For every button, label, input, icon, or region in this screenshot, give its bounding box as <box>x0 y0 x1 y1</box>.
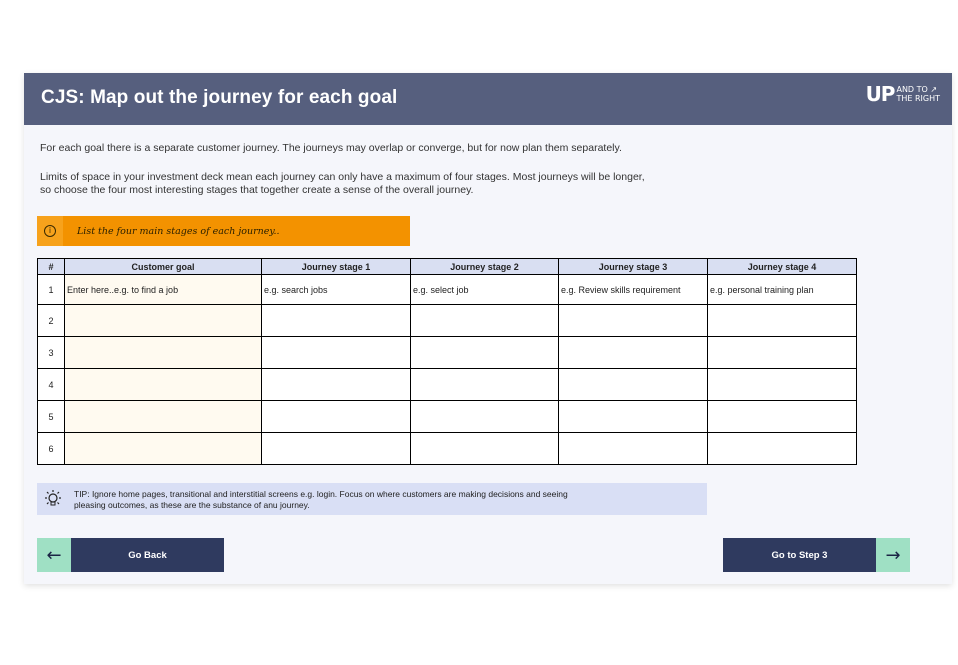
table-header-row <box>38 259 857 275</box>
col-header-stage-4: Journey stage 4 <box>708 259 857 275</box>
arrow-left-icon[interactable]: ← <box>37 538 71 572</box>
instruction-text: List the four main stages of each journey.. <box>77 226 280 237</box>
header-bar <box>24 73 952 125</box>
row-number: 4 <box>38 369 65 401</box>
stage-1-cell[interactable] <box>262 305 411 337</box>
stage-2-cell[interactable]: e.g. select job <box>411 275 559 305</box>
go-to-step-3-button[interactable] <box>723 538 910 572</box>
row-number: 5 <box>38 401 65 433</box>
col-header-stage-3: Journey stage 3 <box>559 259 708 275</box>
row-number: 1 <box>38 275 65 305</box>
stage-2-cell[interactable] <box>411 369 559 401</box>
stage-3-cell[interactable] <box>559 337 708 369</box>
instruction-banner <box>37 216 410 246</box>
goal-cell[interactable] <box>65 433 262 465</box>
stage-2-cell[interactable] <box>411 401 559 433</box>
stage-4-cell[interactable] <box>708 369 857 401</box>
col-header-stage-2: Journey stage 2 <box>411 259 559 275</box>
go-to-step-3-label[interactable]: Go to Step 3 <box>723 538 876 572</box>
table-row <box>38 401 857 433</box>
logo-tagline <box>896 85 940 103</box>
intro-paragraph-2-line-1: Limits of space in your investment deck mean each journey can only have a maximum of four stages. Most journeys will be longer, <box>40 171 645 183</box>
stage-2-cell[interactable] <box>411 337 559 369</box>
stage-4-cell[interactable] <box>708 401 857 433</box>
intro-paragraph-2 <box>40 171 645 197</box>
col-header-number: # <box>38 259 65 275</box>
page-title: CJS: Map out the journey for each goal <box>41 87 398 108</box>
col-header-stage-1: Journey stage 1 <box>262 259 411 275</box>
stage-3-cell[interactable] <box>559 369 708 401</box>
intro-paragraph-2-line-2: so choose the four most interesting stages that together create a sense of the overall journey. <box>40 184 474 196</box>
arrow-right-icon[interactable]: → <box>876 538 910 572</box>
tip-line-2: pleasing outcomes, as these are the substance of anu journey. <box>74 499 310 510</box>
row-number: 3 <box>38 337 65 369</box>
table-row <box>38 305 857 337</box>
stage-1-cell[interactable] <box>262 433 411 465</box>
info-icon: i <box>37 216 63 246</box>
goal-cell[interactable]: Enter here..e.g. to find a job <box>65 275 262 305</box>
stage-3-cell[interactable] <box>559 433 708 465</box>
brand-logo <box>866 84 940 104</box>
row-number: 2 <box>38 305 65 337</box>
table-row <box>38 369 857 401</box>
stage-2-cell[interactable] <box>411 433 559 465</box>
stage-3-cell[interactable]: e.g. Review skills requirement <box>559 275 708 305</box>
tip-text <box>74 489 674 510</box>
goal-cell[interactable] <box>65 401 262 433</box>
goal-cell[interactable] <box>65 337 262 369</box>
table-row <box>38 433 857 465</box>
table-row <box>38 275 857 305</box>
intro-paragraph-1: For each goal there is a separate customer journey. The journeys may overlap or converge, but for now plan them separately. <box>40 142 622 154</box>
logo-line-2: THE RIGHT <box>896 94 940 103</box>
lightbulb-icon <box>43 489 63 509</box>
stage-3-cell[interactable] <box>559 305 708 337</box>
stage-1-cell[interactable] <box>262 369 411 401</box>
stage-2-cell[interactable] <box>411 305 559 337</box>
logo-up: UP <box>865 82 895 106</box>
goal-cell[interactable] <box>65 305 262 337</box>
col-header-customer-goal: Customer goal <box>65 259 262 275</box>
stage-3-cell[interactable] <box>559 401 708 433</box>
logo-line-1: AND TO ↗ <box>896 85 938 94</box>
stage-4-cell[interactable] <box>708 337 857 369</box>
stage-1-cell[interactable] <box>262 401 411 433</box>
go-back-label[interactable]: Go Back <box>71 538 224 572</box>
stage-1-cell[interactable]: e.g. search jobs <box>262 275 411 305</box>
goal-cell[interactable] <box>65 369 262 401</box>
stage-1-cell[interactable] <box>262 337 411 369</box>
tip-line-1: TIP: Ignore home pages, transitional and interstitial screens e.g. login. Focus on where customers are making decisions and seeing <box>74 489 568 499</box>
row-number: 6 <box>38 433 65 465</box>
page-card <box>24 73 952 584</box>
stage-4-cell[interactable]: e.g. personal training plan <box>708 275 857 305</box>
go-back-button[interactable] <box>37 538 224 572</box>
tip-box <box>37 483 707 515</box>
stage-4-cell[interactable] <box>708 305 857 337</box>
journey-table <box>37 258 857 465</box>
table-row <box>38 337 857 369</box>
stage-4-cell[interactable] <box>708 433 857 465</box>
